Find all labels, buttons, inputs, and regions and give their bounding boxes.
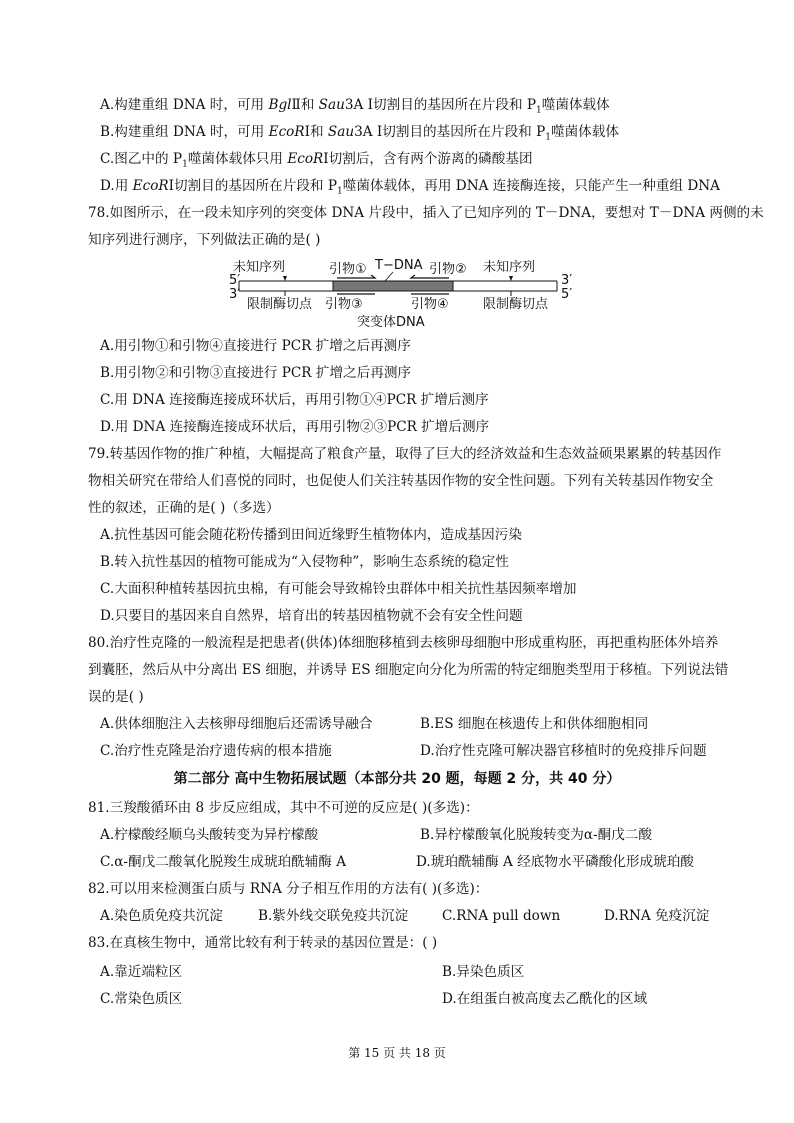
end-5-left: 5′ xyxy=(229,273,241,288)
q81-option-a[interactable]: A.柠檬酸经顺乌头酸转变为异柠檬酸 xyxy=(100,827,319,843)
q82-option-b[interactable]: B.紫外线交联免疫共沉淀 xyxy=(258,908,409,924)
end-3-right: 3′ xyxy=(561,273,573,288)
q79-option-d[interactable]: D.只要目的基因来自自然界，培育出的转基因植物就不会有安全性问题 xyxy=(100,608,523,624)
q81-option-c[interactable]: C.α-酮戊二酸氧化脱羧生成琥珀酰辅酶 A xyxy=(100,854,347,870)
q81-option-d[interactable]: D.琥珀酰辅酶 A 经底物水平磷酸化形成琥珀酸 xyxy=(416,854,694,870)
q79-option-b[interactable]: B.转入抗性基因的植物可能成为“入侵物种”，影响生态系统的稳定性 xyxy=(100,554,509,570)
end-5-right: 5′ xyxy=(561,287,573,302)
q80-stem-line1: 80.治疗性克隆的一般流程是把患者(供体)体细胞移植到去核卵母细胞中形成重构胚，再把重构胚体外培养 xyxy=(88,635,719,651)
tdna-label: T−DNA xyxy=(375,258,423,273)
q83-stem: 83.在真核生物中，通常比较有利于转录的基因位置是：( ) xyxy=(88,935,438,951)
primer3-label: 引物③ xyxy=(325,297,363,312)
q77-option-c[interactable]: C.图乙中的 $P_1$噬菌体载体只用 EcoRⅠ切割后，含有两个游离的磷酸基团 xyxy=(100,151,533,170)
q78-option-a[interactable]: A.用引物①和引物④直接进行 PCR 扩增之后再测序 xyxy=(100,338,411,354)
q80-stem-line3: 误的是( ) xyxy=(88,689,144,705)
primer2-label: 引物② xyxy=(429,262,467,277)
q78-stem-line1: 78.如图所示，在一段未知序列的突变体 DNA 片段中，插入了已知序列的 T－DNA，要想对 T－DNA 两侧的未 xyxy=(88,205,764,221)
q82-option-a[interactable]: A.染色质免疫共沉淀 xyxy=(100,908,223,924)
section-title: 第二部分 高中生物拓展试题（本部分共 20 题，每题 2 分，共 40 分） xyxy=(173,771,621,787)
q81-option-b[interactable]: B.异柠檬酸氧化脱羧转变为α-酮戊二酸 xyxy=(420,827,652,843)
tdna-segment xyxy=(333,281,453,291)
q80-option-d[interactable]: D.治疗性克隆可解决器官移植时的免疫排斥问题 xyxy=(420,743,707,759)
mutant-dna-diagram xyxy=(225,256,575,334)
primer4-label: 引物④ xyxy=(411,297,449,312)
q78-option-d[interactable]: D.用 DNA 连接酶连接成环状后，再用引物②③PCR 扩增后测序 xyxy=(100,419,490,435)
q83-option-a[interactable]: A.靠近端粒区 xyxy=(100,964,183,980)
q79-stem-line2: 物相关研究在带给人们喜悦的同时，也促使人们关注转基因作物的安全性问题。下列有关转基因作物安全 xyxy=(88,473,714,489)
end-3-left: 3′ xyxy=(229,287,241,302)
q79-stem-line1: 79.转基因作物的推广种植，大幅提高了粮食产量，取得了巨大的经济效益和生态效益硕果累累的转基因作 xyxy=(88,446,722,462)
left-unknown-label: 未知序列 xyxy=(233,260,286,275)
q77-option-b[interactable]: B.构建重组 DNA 时，可用 EcoRⅠ和 Sau3A Ⅰ切割目的基因所在片段和 $P_1$噬菌体载体 xyxy=(100,124,619,143)
restriction-site-left-marker xyxy=(283,276,287,281)
q83-option-d[interactable]: D.在组蛋白被高度去乙酰化的区域 xyxy=(442,991,648,1007)
q78-option-c[interactable]: C.用 DNA 连接酶连接成环状后，再用引物①④PCR 扩增后测序 xyxy=(100,392,489,408)
q82-stem: 82.可以用来检测蛋白质与 RNA 分子相互作用的方法有( )(多选)： xyxy=(88,881,489,897)
q80-option-c[interactable]: C.治疗性克隆是治疗遗传病的根本措施 xyxy=(100,743,332,759)
q82-option-d[interactable]: D.RNA 免疫沉淀 xyxy=(604,908,710,924)
q77-option-a[interactable]: A.构建重组 DNA 时，可用 BglⅡ和 Sau3A Ⅰ切割目的基因所在片段和 $P_1$噬菌体载体 xyxy=(100,97,610,116)
q82-option-c[interactable]: C.RNA pull down xyxy=(442,908,561,924)
q77-option-d[interactable]: D.用 EcoRⅠ切割目的基因所在片段和 $P_1$噬菌体载体，再用 DNA 连接酶连接，只能产生一种重组 DNA xyxy=(100,178,720,197)
restriction-site-right-marker xyxy=(509,276,513,281)
q79-option-a[interactable]: A.抗性基因可能会随花粉传播到田间近缘野生植物体内，造成基因污染 xyxy=(100,527,522,543)
right-site-label: 限制酶切点 xyxy=(483,297,549,312)
q83-option-c[interactable]: C.常染色质区 xyxy=(100,991,183,1007)
right-unknown-label: 未知序列 xyxy=(483,260,536,275)
q80-option-a[interactable]: A.供体细胞注入去核卵母细胞后还需诱导融合 xyxy=(100,716,373,732)
q80-option-b[interactable]: B.ES 细胞在核遗传上和供体细胞相同 xyxy=(420,716,649,732)
page-footer: 第 15 页 共 18 页 xyxy=(348,1046,446,1060)
q83-option-b[interactable]: B.异染色质区 xyxy=(442,964,525,980)
primer1-label: 引物① xyxy=(329,262,367,277)
q80-stem-line2: 到囊胚，然后从中分离出 ES 细胞，并诱导 ES 细胞定向分化为所需的特定细胞类型用于移植。下列说法错 xyxy=(88,662,729,678)
left-site-label: 限制酶切点 xyxy=(247,297,313,312)
q81-stem: 81.三羧酸循环由 8 步反应组成，其中不可逆的反应是( )(多选)： xyxy=(88,800,479,816)
q79-option-c[interactable]: C.大面积种植转基因抗虫棉，有可能会导致棉铃虫群体中相关抗性基因频率增加 xyxy=(100,581,577,597)
diagram-caption: 突变体DNA xyxy=(357,315,425,330)
q78-option-b[interactable]: B.用引物②和引物③直接进行 PCR 扩增之后再测序 xyxy=(100,365,412,381)
q79-stem-line3: 性的叙述，正确的是( )（多选） xyxy=(88,500,280,516)
q78-stem-line2: 知序列进行测序，下列做法正确的是( ) xyxy=(88,232,321,248)
